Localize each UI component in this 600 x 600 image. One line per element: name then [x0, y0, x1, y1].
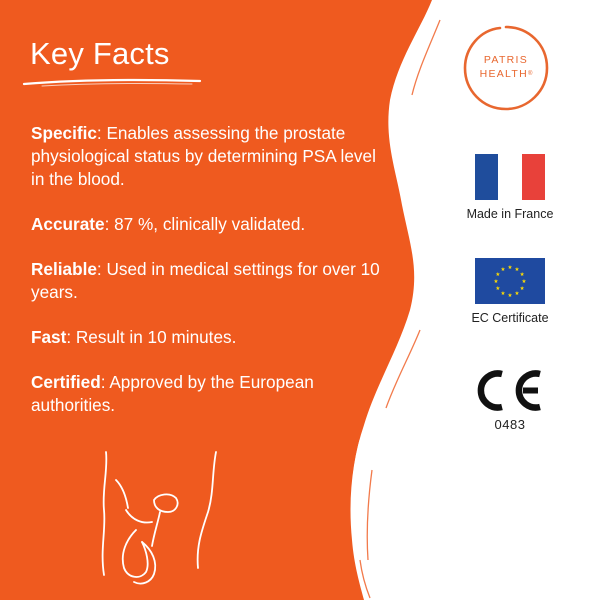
title-underline	[22, 76, 202, 88]
page-title: Key Facts	[30, 36, 170, 71]
svg-text:★: ★	[500, 291, 506, 298]
fact-text: : Result in 10 minutes.	[66, 327, 237, 347]
flag-stripe-blue	[475, 154, 498, 200]
patris-health-logo	[462, 24, 550, 112]
fact-certified	[31, 371, 381, 417]
fact-label: Reliable	[31, 259, 97, 279]
brand-line-1: PATRIS	[483, 54, 529, 66]
ce-mark-icon	[470, 368, 550, 413]
svg-text:★: ★	[507, 265, 513, 271]
facts-list	[31, 122, 381, 439]
france-flag-icon	[475, 154, 545, 200]
fact-specific	[31, 122, 381, 191]
fact-accurate	[31, 213, 381, 236]
svg-text:★: ★	[514, 266, 520, 273]
svg-text:★: ★	[495, 272, 501, 278]
flag-stripe-white	[498, 154, 521, 200]
svg-text:★: ★	[519, 286, 525, 292]
eu-flag-icon	[475, 258, 545, 304]
fact-label: Specific	[31, 123, 97, 143]
made-in-france-caption: Made in France	[466, 207, 554, 221]
fact-reliable	[31, 258, 381, 304]
fact-text: : Used in medical settings for over 10 years.	[31, 259, 380, 302]
registered-mark: ®	[528, 71, 533, 77]
svg-text:★: ★	[495, 286, 501, 292]
svg-text:★: ★	[493, 279, 499, 285]
ec-certificate-caption: EC Certificate	[471, 311, 549, 325]
svg-text:★: ★	[507, 293, 513, 299]
fact-label: Fast	[31, 327, 67, 347]
fact-text: : Enables assessing the prostate physiological status by determining PSA level in the blood.	[31, 123, 376, 189]
anatomy-line-icon	[96, 450, 226, 590]
flag-stripe-red	[522, 154, 545, 200]
fact-text: : 87 %, clinically validated.	[104, 214, 306, 234]
svg-text:★: ★	[521, 279, 527, 285]
brand-name: HEALTH	[479, 68, 529, 80]
fact-fast	[31, 326, 381, 349]
brand-line-2	[462, 68, 550, 80]
fact-label: Accurate	[31, 214, 105, 234]
fact-label: Certified	[31, 372, 101, 392]
svg-text:★: ★	[500, 266, 506, 273]
ce-number: 0483	[494, 417, 526, 432]
fact-text: : Approved by the European authorities.	[31, 372, 314, 415]
svg-text:★: ★	[519, 272, 525, 278]
svg-text:★: ★	[514, 291, 520, 298]
